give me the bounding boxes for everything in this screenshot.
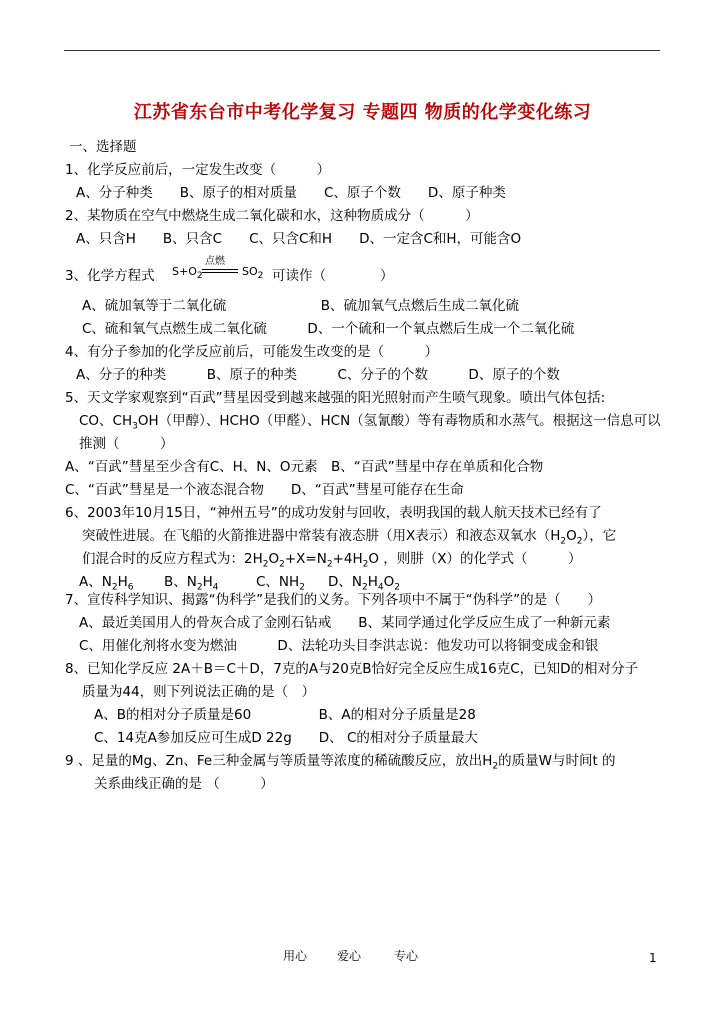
question-3-options-ab: A、硫加氧等于二氧化硫 B、硫加氧气点燃后生成二氧化硫 — [82, 298, 519, 314]
section-heading: 一、选择题 — [69, 139, 137, 155]
equation-condition: 点燃 — [205, 256, 225, 267]
question-8-options-cd: C、14克A参加反应可生成D 22g D、 C的相对分子质量最大 — [94, 730, 478, 746]
question-6-option-c: C、$NH_2$ — [256, 574, 305, 593]
question-6-line-2: 突破性进展。在飞船的火箭推进器中常装有液态肼（用X表示）和液态双氧水$(H_2O_2)$，它 — [82, 528, 617, 547]
question-8-options-ab: A、B的相对分子质量是60 B、A的相对分子质量是28 — [94, 707, 476, 723]
equation-arrow-line — [202, 272, 238, 273]
footer-text-right: 专心 — [394, 949, 419, 963]
question-1-options: A、分子种类 B、原子的相对质量 C、原子个数 D、原子种类 — [76, 185, 506, 201]
footer-text-left: 用心 — [283, 949, 308, 963]
question-5-line-1: 5、天文学家观察到“百武”彗星因受到越来越强的阳光照射而产生喷气现象。喷出气体包括: — [65, 390, 606, 406]
question-4-options: A、分子的种类 B、原子的种类 C、分子的个数 D、原子的个数 — [76, 367, 560, 383]
question-3-stem-prefix: 3、化学方程式 — [65, 268, 155, 284]
header-rule — [64, 50, 660, 51]
footer-text-middle: 爱心 — [337, 949, 362, 963]
chemical-equation — [172, 257, 270, 281]
question-3-options-cd: C、硫和氧气点燃生成二氧化硫 D、一个硫和一个氧点燃后生成一个二氧化硫 — [82, 321, 575, 337]
equation-right: $SO_2$ — [242, 265, 264, 282]
question-7-options-ab: A、最近美国用人的骨灰合成了金刚石钻戒 B、某同学通过化学反应生成了一种新元素 — [79, 615, 611, 631]
question-6-option-d: D、$N_2H_4O_2$ — [328, 574, 400, 593]
question-5-line-2: CO、$CH_3OH$（甲醇）、HCHO（甲醛）、HCN（氢氰酸）等有毒物质和水蒸气。根据这一信息可以 — [79, 413, 661, 432]
question-6-option-a: A、$N_2H_6$ — [79, 574, 134, 593]
page-number: 1 — [649, 951, 657, 965]
question-5-options-ab: A、“百武”彗星至少含有C、H、N、O元素 B、“百武”彗星中存在单质和化合物 — [65, 459, 544, 475]
equation-arrow-line — [202, 269, 238, 270]
question-6-option-b: B、$N_2H_4$ — [164, 574, 219, 593]
question-8-line-2: 质量为44，则下列说法正确的是（ ） — [82, 684, 316, 700]
question-4-stem: 4、有分子参加的化学反应前后，可能发生改变的是（ ） — [65, 344, 439, 360]
question-7-stem: 7、宣传科学知识、揭露“伪科学”是我们的义务。下列各项中不属于“伪科学”的是（ ） — [65, 592, 602, 608]
document-title: 江苏省东台市中考化学复习 专题四 物质的化学变化练习 — [133, 102, 592, 123]
equation-left: $S+O_2$ — [172, 265, 203, 282]
question-5-options-cd: C、“百武”彗星是一个液态混合物 D、“百武”彗星可能存在生命 — [65, 482, 464, 498]
question-1-stem: 1、化学反应前后，一定发生改变（ ） — [65, 162, 331, 178]
question-6-line-3: 们混合时的反应方程式为：$2H_2O_2+X=N_2+4H_2O$ ，则肼（X）的化学式（ ） — [82, 551, 582, 570]
question-2-stem: 2、某物质在空气中燃烧生成二氧化碳和水，这种物质成分（ ） — [65, 208, 479, 224]
question-5-line-3: 推测（ ） — [79, 436, 174, 452]
question-9-line-1: 9 、足量的Mg、Zn、Fe三种金属与等质量等浓度的稀硫酸反应，放出$H_2$的质量W与时间t 的 — [65, 753, 616, 772]
question-9-line-2: 关系曲线正确的是 （ ） — [94, 776, 274, 792]
question-7-options-cd: C、用催化剂将水变为燃油 D、法轮功头目李洪志说：他发功可以将铜变成金和银 — [79, 638, 599, 654]
question-8-line-1: 8、已知化学反应 2A＋B＝C＋D，7克的A与20克B恰好完全反应生成16克C，已知D的相对分子 — [65, 661, 639, 677]
question-3-stem-suffix: 可读作（ ） — [272, 268, 394, 284]
question-2-options: A、只含H B、只含C C、只含C和H D、一定含C和H，可能含O — [76, 231, 522, 247]
question-6-line-1: 6、2003年10月15日，“神州五号”的成功发射与回收，表明我国的载人航天技术已经有了 — [65, 505, 602, 521]
